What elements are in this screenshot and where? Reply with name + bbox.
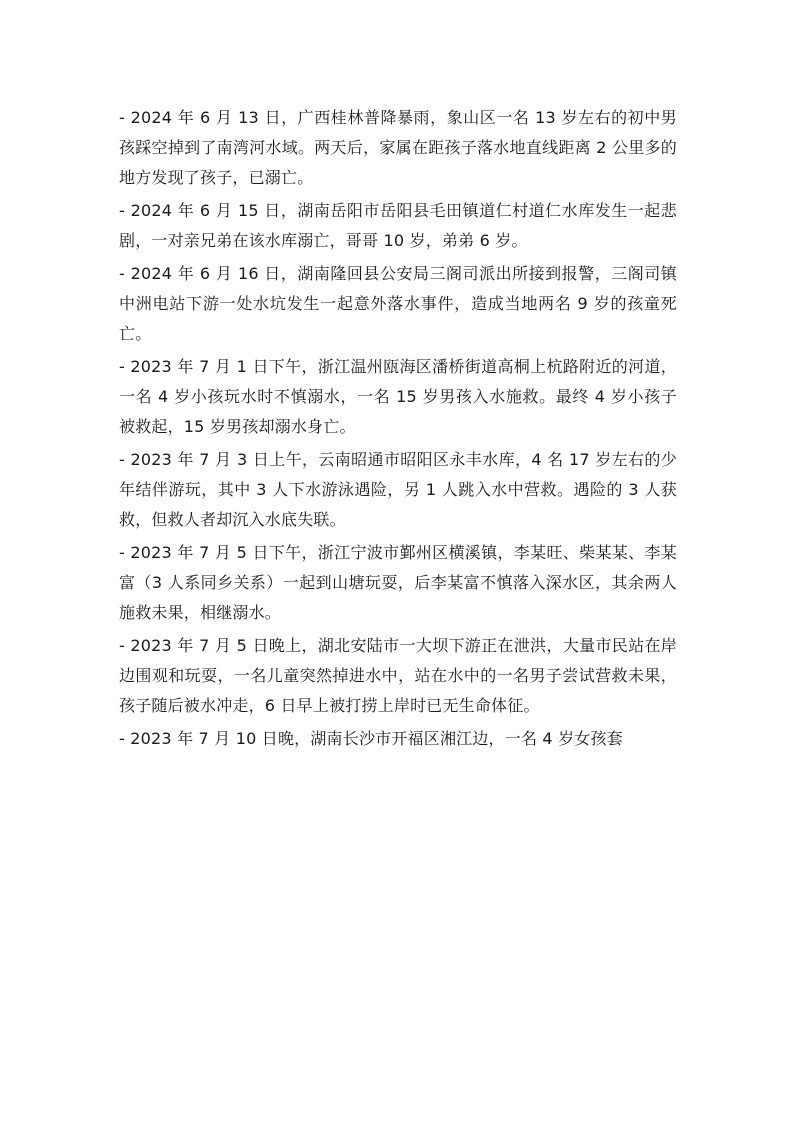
document-body bbox=[119, 103, 677, 757]
news-entry: - 2023 年 7 月 3 日上午，云南昭通市昭阳区永丰水库，4 名 17 岁左右的少年结伴游玩，其中 3 人下水游泳遇险，另 1 人跳入水中营救。遇险的 3 人获救，但救人者却沉入水底失联。 bbox=[119, 450, 677, 529]
news-entry: - 2023 年 7 月 5 日下午，浙江宁波市鄞州区横溪镇，李某旺、柴某某、李某富（3 人系同乡关系）一起到山塘玩耍，后李某富不慎落入深水区，其余两人施救未果，相继溺水。 bbox=[119, 543, 677, 622]
news-entry: - 2023 年 7 月 5 日晚上，湖北安陆市一大坝下游正在泄洪，大量市民站在岸边围观和玩耍，一名儿童突然掉进水中，站在水中的一名男子尝试营救未果，孩子随后被水冲走，6 日早上被打捞上岸时已无生命体征。 bbox=[119, 636, 677, 715]
news-entry: - 2024 年 6 月 16 日，湖南隆回县公安局三阁司派出所接到报警，三阁司镇中洲电站下游一处水坑发生一起意外落水事件，造成当地两名 9 岁的孩童死亡。 bbox=[119, 264, 677, 343]
news-entry: - 2024 年 6 月 13 日，广西桂林普降暴雨，象山区一名 13 岁左右的初中男孩踩空掉到了南湾河水域。两天后，家属在距孩子落水地直线距离 2 公里多的地方发现了孩子，已溺亡。 bbox=[119, 108, 677, 187]
news-entry: - 2023 年 7 月 10 日晚，湖南长沙市开福区湘江边，一名 4 岁女孩套 bbox=[119, 729, 623, 748]
news-entry: - 2023 年 7 月 1 日下午，浙江温州瓯海区潘桥街道高桐上杭路附近的河道，一名 4 岁小孩玩水时不慎溺水，一名 15 岁男孩入水施救。最终 4 岁小孩子被救起，15 岁男孩却溺水身亡。 bbox=[119, 357, 677, 436]
news-entry: - 2024 年 6 月 15 日，湖南岳阳市岳阳县毛田镇道仁村道仁水库发生一起悲剧，一对亲兄弟在该水库溺亡，哥哥 10 岁，弟弟 6 岁。 bbox=[119, 201, 677, 250]
